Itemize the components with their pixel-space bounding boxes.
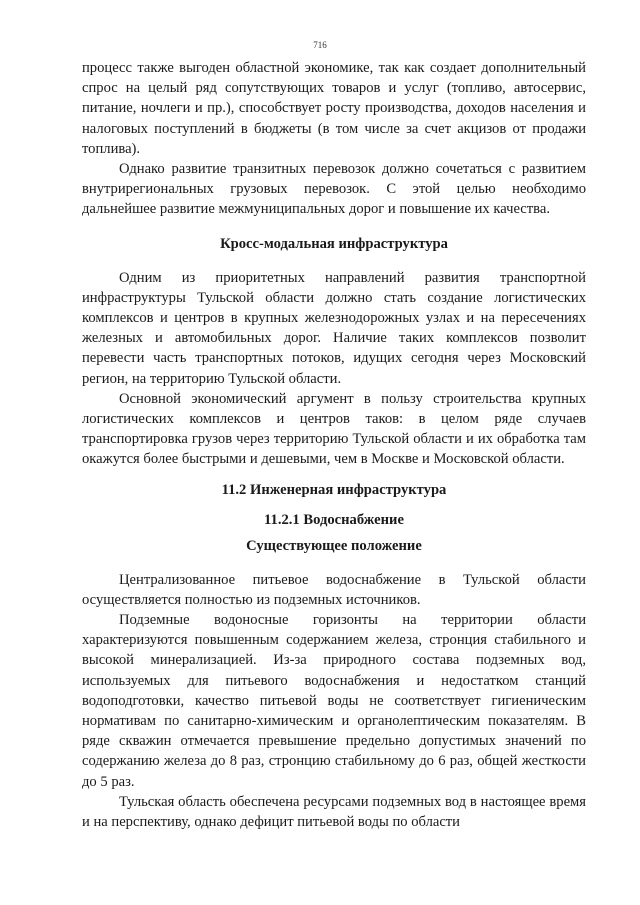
paragraph-water-sources: Централизованное питьевое водоснабжение в Тульской области осуществляется полностью из подземных источников. [82, 571, 586, 608]
heading-engineering-infrastructure: 11.2 Инженерная инфраструктура [221, 481, 447, 498]
paragraph-logistics-priority: Одним из приоритетных направлений развития транспортной инфраструктуры Тульской области должно стать создание логистических комплексов и центров в крупных железнодорожных узлах и на пересечениях железных и автомобильных дорог. Наличие таких комплексов позволит перевести часть транспортных потоков, идущих сегодня через Московский регион, на территорию Тульской области. [82, 269, 586, 387]
paragraph-transit-intraregional: Однако развитие транзитных перевозок должно сочетаться с развитием внутрирегиональных грузовых перевозок. С этой целью необходимо дальнейшее развитие межмуниципальных дорог и повышение их качества. [82, 161, 586, 218]
document-body [82, 58, 586, 832]
paragraph-water-resources: Тульская область обеспечена ресурсами подземных вод в настоящее время и на перспективу, однако дефицит питьевой воды по области [82, 793, 586, 831]
heading-current-state: Существующее положение [246, 537, 422, 554]
paragraph-transit-economy: процесс также выгоден областной экономике, так как создает дополнительный спрос на целый ряд сопутствующих товаров и услуг (топливо, автосервис, питание, ночлеги и пр.), способствует росту производства, доходов населения и налоговых поступлений в бюджеты (в том числе за счет акцизов от продажи топлива). [82, 60, 586, 157]
heading-crossmodal: Кросс-модальная инфраструктура [220, 235, 448, 252]
paragraph-logistics-argument: Основной экономический аргумент в пользу строительства крупных логистических комплексов и центров таков: в целом ряде случаев транспортировка грузов через территорию Тульской области и их обработка там окажутся более быстрыми и дешевыми, чем в Москве и Московской области. [82, 390, 586, 468]
heading-water-supply: 11.2.1 Водоснабжение [264, 511, 404, 528]
page-number: 716 [313, 40, 327, 50]
paragraph-water-quality: Подземные водоносные горизонты на территории области характеризуются повышенным содержанием железа, стронция стабильного и высокой минерализацией. Из-за природного состава подземных вод, используемых для питьевого водоснабжения и недостатком станций водоподготовки, качество питьевой воды не соответствует гигиеническим нормативам по санитарно-химическим и органолептическим показателям. В ряде скважин отмечается превышение предельно допустимых значений по содержанию железа до 8 раз, стронцию стабильному до 6 раз, общей жесткости до 5 раз. [82, 612, 586, 790]
